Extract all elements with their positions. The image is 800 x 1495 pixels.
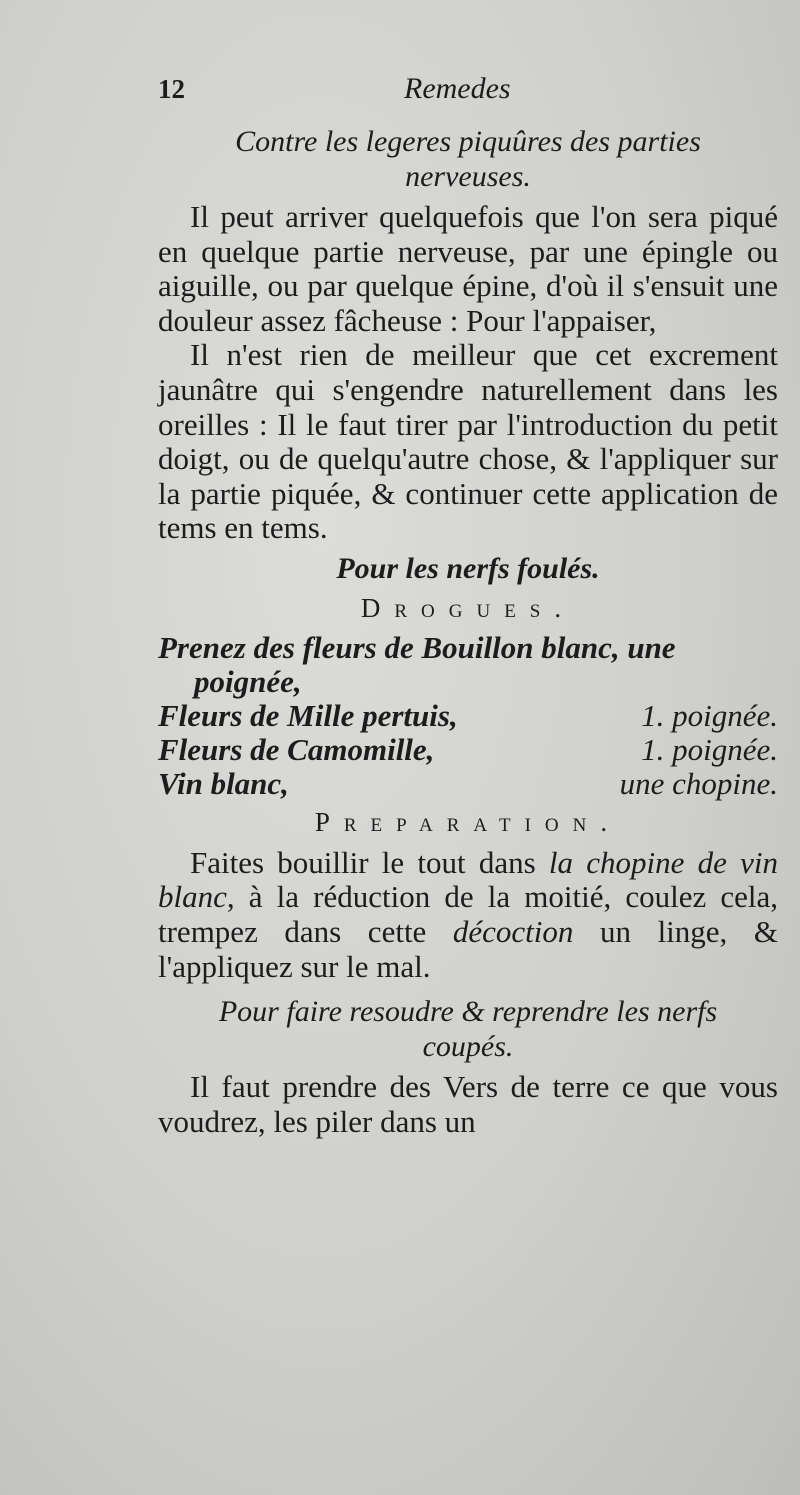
title-line-2: nerveuses. [405, 160, 531, 193]
preparation-paragraph [158, 846, 778, 984]
page-number: 12 [158, 74, 185, 104]
prep-italic-2: décoction [452, 913, 574, 949]
page-text [158, 72, 778, 1139]
ingredient-quantity: 1. poignée. [641, 732, 778, 768]
ingredient-item [158, 733, 778, 767]
ingredient-item [158, 767, 778, 801]
running-head: Remedes [404, 72, 511, 105]
ingredient-name: Prenez des fleurs de Bouillon blanc, une [158, 630, 676, 666]
paragraph-3: Il faut prendre des Vers de terre ce que vous voudrez, les piler dans un [158, 1069, 778, 1139]
paragraph-1: Il peut arriver quelquefois que l'on sera piqué en quelque partie nerveuse, par une épingle ou aiguille, ou par quelque épine, d'où il s'ensuit une douleur assez fâcheuse : Pour l'appaiser, [158, 199, 778, 338]
section-title-nerfs-coupes [158, 994, 778, 1064]
drogues-heading: Drogues. [360, 592, 576, 623]
ingredient-item [158, 631, 778, 699]
ingredient-name: Fleurs de Camomille, [158, 732, 435, 768]
preparation-heading: Preparation. [314, 807, 622, 838]
ingredient-quantity: une chopine. [619, 766, 778, 802]
ingredient-list [158, 631, 778, 801]
ingredient-continuation: poignée, [194, 664, 302, 700]
title-line-1: Pour faire resoudre & reprendre les nerfs [218, 995, 718, 1029]
section-title-nerfs-foules: Pour les nerfs foulés. [336, 551, 600, 585]
section-title-piqures [158, 124, 778, 194]
prep-text-1: Faites bouillir le tout dans [190, 844, 549, 880]
title-line-1: Contre les legeres piquûres des parties [235, 125, 701, 158]
paragraph-2: Il n'est rien de meilleur que cet excrement jaunâtre qui s'engendre naturellement dans les oreilles : Il le faut tirer par l'introduction du petit doigt, ou de quelqu'autre chose, & l'appliquer sur la partie piquée, & continuer cette application de tems en tems. [158, 337, 778, 546]
title-line-2: coupés. [422, 1030, 514, 1064]
ingredient-name: Vin blanc, [158, 766, 289, 802]
ingredient-name: Fleurs de Mille pertuis, [158, 698, 458, 734]
prep-italic-1: la chopine de vin blanc [158, 844, 778, 915]
ingredient-item [158, 699, 778, 733]
prep-text-2: , à la réduction de la moitié, coulez cela, trempez dans cette [158, 879, 778, 949]
ingredient-quantity: 1. poignée. [641, 698, 778, 734]
prep-text-3: un linge, & l'appliquez sur le mal. [158, 913, 778, 984]
page-header [158, 72, 778, 124]
